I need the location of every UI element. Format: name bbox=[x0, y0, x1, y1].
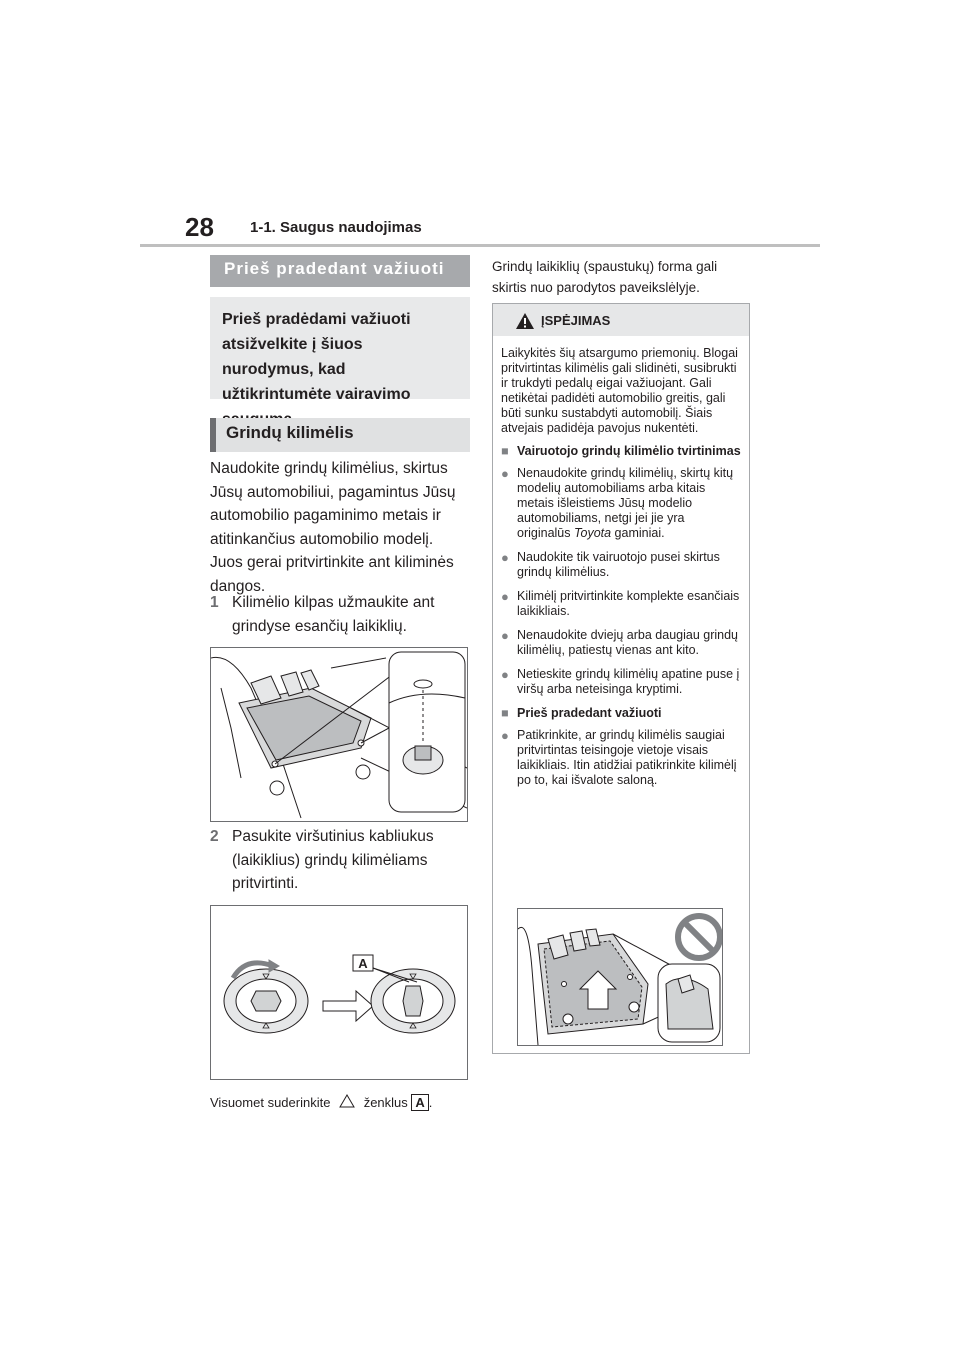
round-bullet-icon: ● bbox=[501, 466, 509, 481]
caption-text-2: ženklus bbox=[363, 1095, 408, 1110]
step-1 bbox=[210, 591, 470, 638]
warning-item bbox=[501, 628, 741, 658]
warning-body bbox=[501, 346, 741, 797]
warning-item-text: Kilimėlį pritvirtinkite komplekte esančiais laikikliais. bbox=[517, 589, 740, 618]
warning-title: ĮSPĖJIMAS bbox=[541, 313, 611, 328]
warning-item-text: Nenaudokite grindų kilimėlių, skirtų kitų modelių automobiliams arba kitais metais išleistiems Jūsų modelio automobiliams, netgi jei jie yra originalūs bbox=[517, 466, 734, 540]
intro-box bbox=[210, 297, 470, 403]
round-bullet-icon: ● bbox=[501, 550, 509, 565]
figure-caption bbox=[210, 1093, 432, 1111]
floor-mat-paragraph: Naudokite grindų kilimėlius, skirtus Jūsų automobiliui, pagamintus Jūsų automobilio pagaminimo metais ir atitinkančius automobilio modelį. Juos gerai pritvirtinkite ant kiliminės dangos. bbox=[210, 460, 456, 595]
warning-item bbox=[501, 466, 741, 541]
warning-intro: Laikykitės šių atsargumo priemonių. Blogai pritvirtintas kilimėlis gali slidinėti, susibrukti ir trukdyti pedalų eigai važiuojant. Gali netikėtai padidėti automobilio greitis, gali būti sunku sustabdyti automobilį. Šiais atvejais padidėja pavojus nukentėti. bbox=[501, 346, 738, 435]
figure-hook-rotation bbox=[210, 905, 468, 1080]
step-text: Kilimėlio kilpas užmaukite ant grindyse esančių laikiklių. bbox=[232, 594, 435, 635]
round-bullet-icon: ● bbox=[501, 589, 509, 604]
step-2 bbox=[210, 825, 470, 896]
triangle-mark-icon bbox=[338, 1093, 356, 1109]
figure-label-a: A bbox=[358, 956, 368, 971]
warning-item bbox=[501, 728, 741, 788]
warning-item-text: Netieskite grindų kilimėlių apatine puse į viršų arba neteisinga kryptimi. bbox=[517, 667, 740, 696]
warning-item bbox=[501, 589, 741, 619]
section-title: 1-1. Saugus naudojimas bbox=[250, 219, 422, 236]
chapter-banner-title: Prieš pradedant važiuoti bbox=[224, 259, 445, 278]
round-bullet-icon: ● bbox=[501, 728, 509, 743]
hook-rotation-illustration bbox=[211, 906, 467, 1079]
warning-item-text: Nenaudokite dviejų arba daugiau grindų kilimėlių, patiestų vienas ant kito. bbox=[517, 628, 738, 657]
figure-floor-mat-hooks bbox=[210, 647, 468, 822]
warning-section-title bbox=[501, 706, 741, 721]
caption-label-a: A bbox=[411, 1094, 428, 1111]
figure-stacked-mats-prohibited bbox=[517, 908, 723, 1046]
round-bullet-icon: ● bbox=[501, 628, 509, 643]
floor-mat-heading bbox=[210, 418, 470, 452]
step-number: 1 bbox=[210, 594, 219, 611]
warning-item bbox=[501, 550, 741, 580]
round-bullet-icon: ● bbox=[501, 667, 509, 682]
warning-item-text-end: gaminiai. bbox=[611, 526, 665, 540]
warning-section-title-text: Vairuotojo grindų kilimėlio tvirtinimas bbox=[517, 444, 741, 458]
page-number: 28 bbox=[185, 212, 214, 242]
warning-header bbox=[493, 304, 749, 336]
warning-section-title-text: Prieš pradedant važiuoti bbox=[517, 706, 662, 720]
warning-item-text: Patikrinkite, ar grindų kilimėlis saugiai pritvirtintas teisingoje vietoje visais laikikliais. Itin atidžiai patikrinkite kilimėlį po to, kai išvalote saloną. bbox=[517, 728, 737, 787]
step-number: 2 bbox=[210, 828, 219, 845]
square-bullet-icon: ■ bbox=[501, 444, 509, 458]
stacked-mats-illustration bbox=[518, 909, 722, 1045]
chapter-banner bbox=[210, 255, 470, 287]
step-text: Pasukite viršutinius kabliukus (laikiklius) grindų kilimėliams pritvirtinti. bbox=[232, 828, 434, 892]
warning-triangle-icon bbox=[515, 312, 535, 330]
square-bullet-icon: ■ bbox=[501, 706, 509, 720]
header-divider bbox=[140, 244, 820, 247]
floor-mat-illustration bbox=[211, 648, 467, 821]
floor-mat-heading-text: Grindų kilimėlis bbox=[226, 423, 354, 442]
prohibited-sign-icon bbox=[678, 916, 720, 958]
warning-item bbox=[501, 667, 741, 697]
brand-name: Toyota bbox=[574, 526, 612, 540]
caption-text-1: Visuomet suderinkite bbox=[210, 1095, 331, 1110]
intro-text: Prieš pradėdami važiuoti atsižvelkite į šiuos nurodymus, kad užtikrintumėte vairavimo bbox=[222, 311, 411, 403]
clip-shape-note: Grindų laikiklių (spaustukų) forma gali skirtis nuo parodytos paveikslėlyje. bbox=[492, 259, 718, 295]
caption-text-3: . bbox=[428, 1095, 433, 1110]
warning-section-title bbox=[501, 444, 741, 459]
warning-item-text: Naudokite tik vairuotojo pusei skirtus grindų kilimėlius. bbox=[517, 550, 720, 579]
